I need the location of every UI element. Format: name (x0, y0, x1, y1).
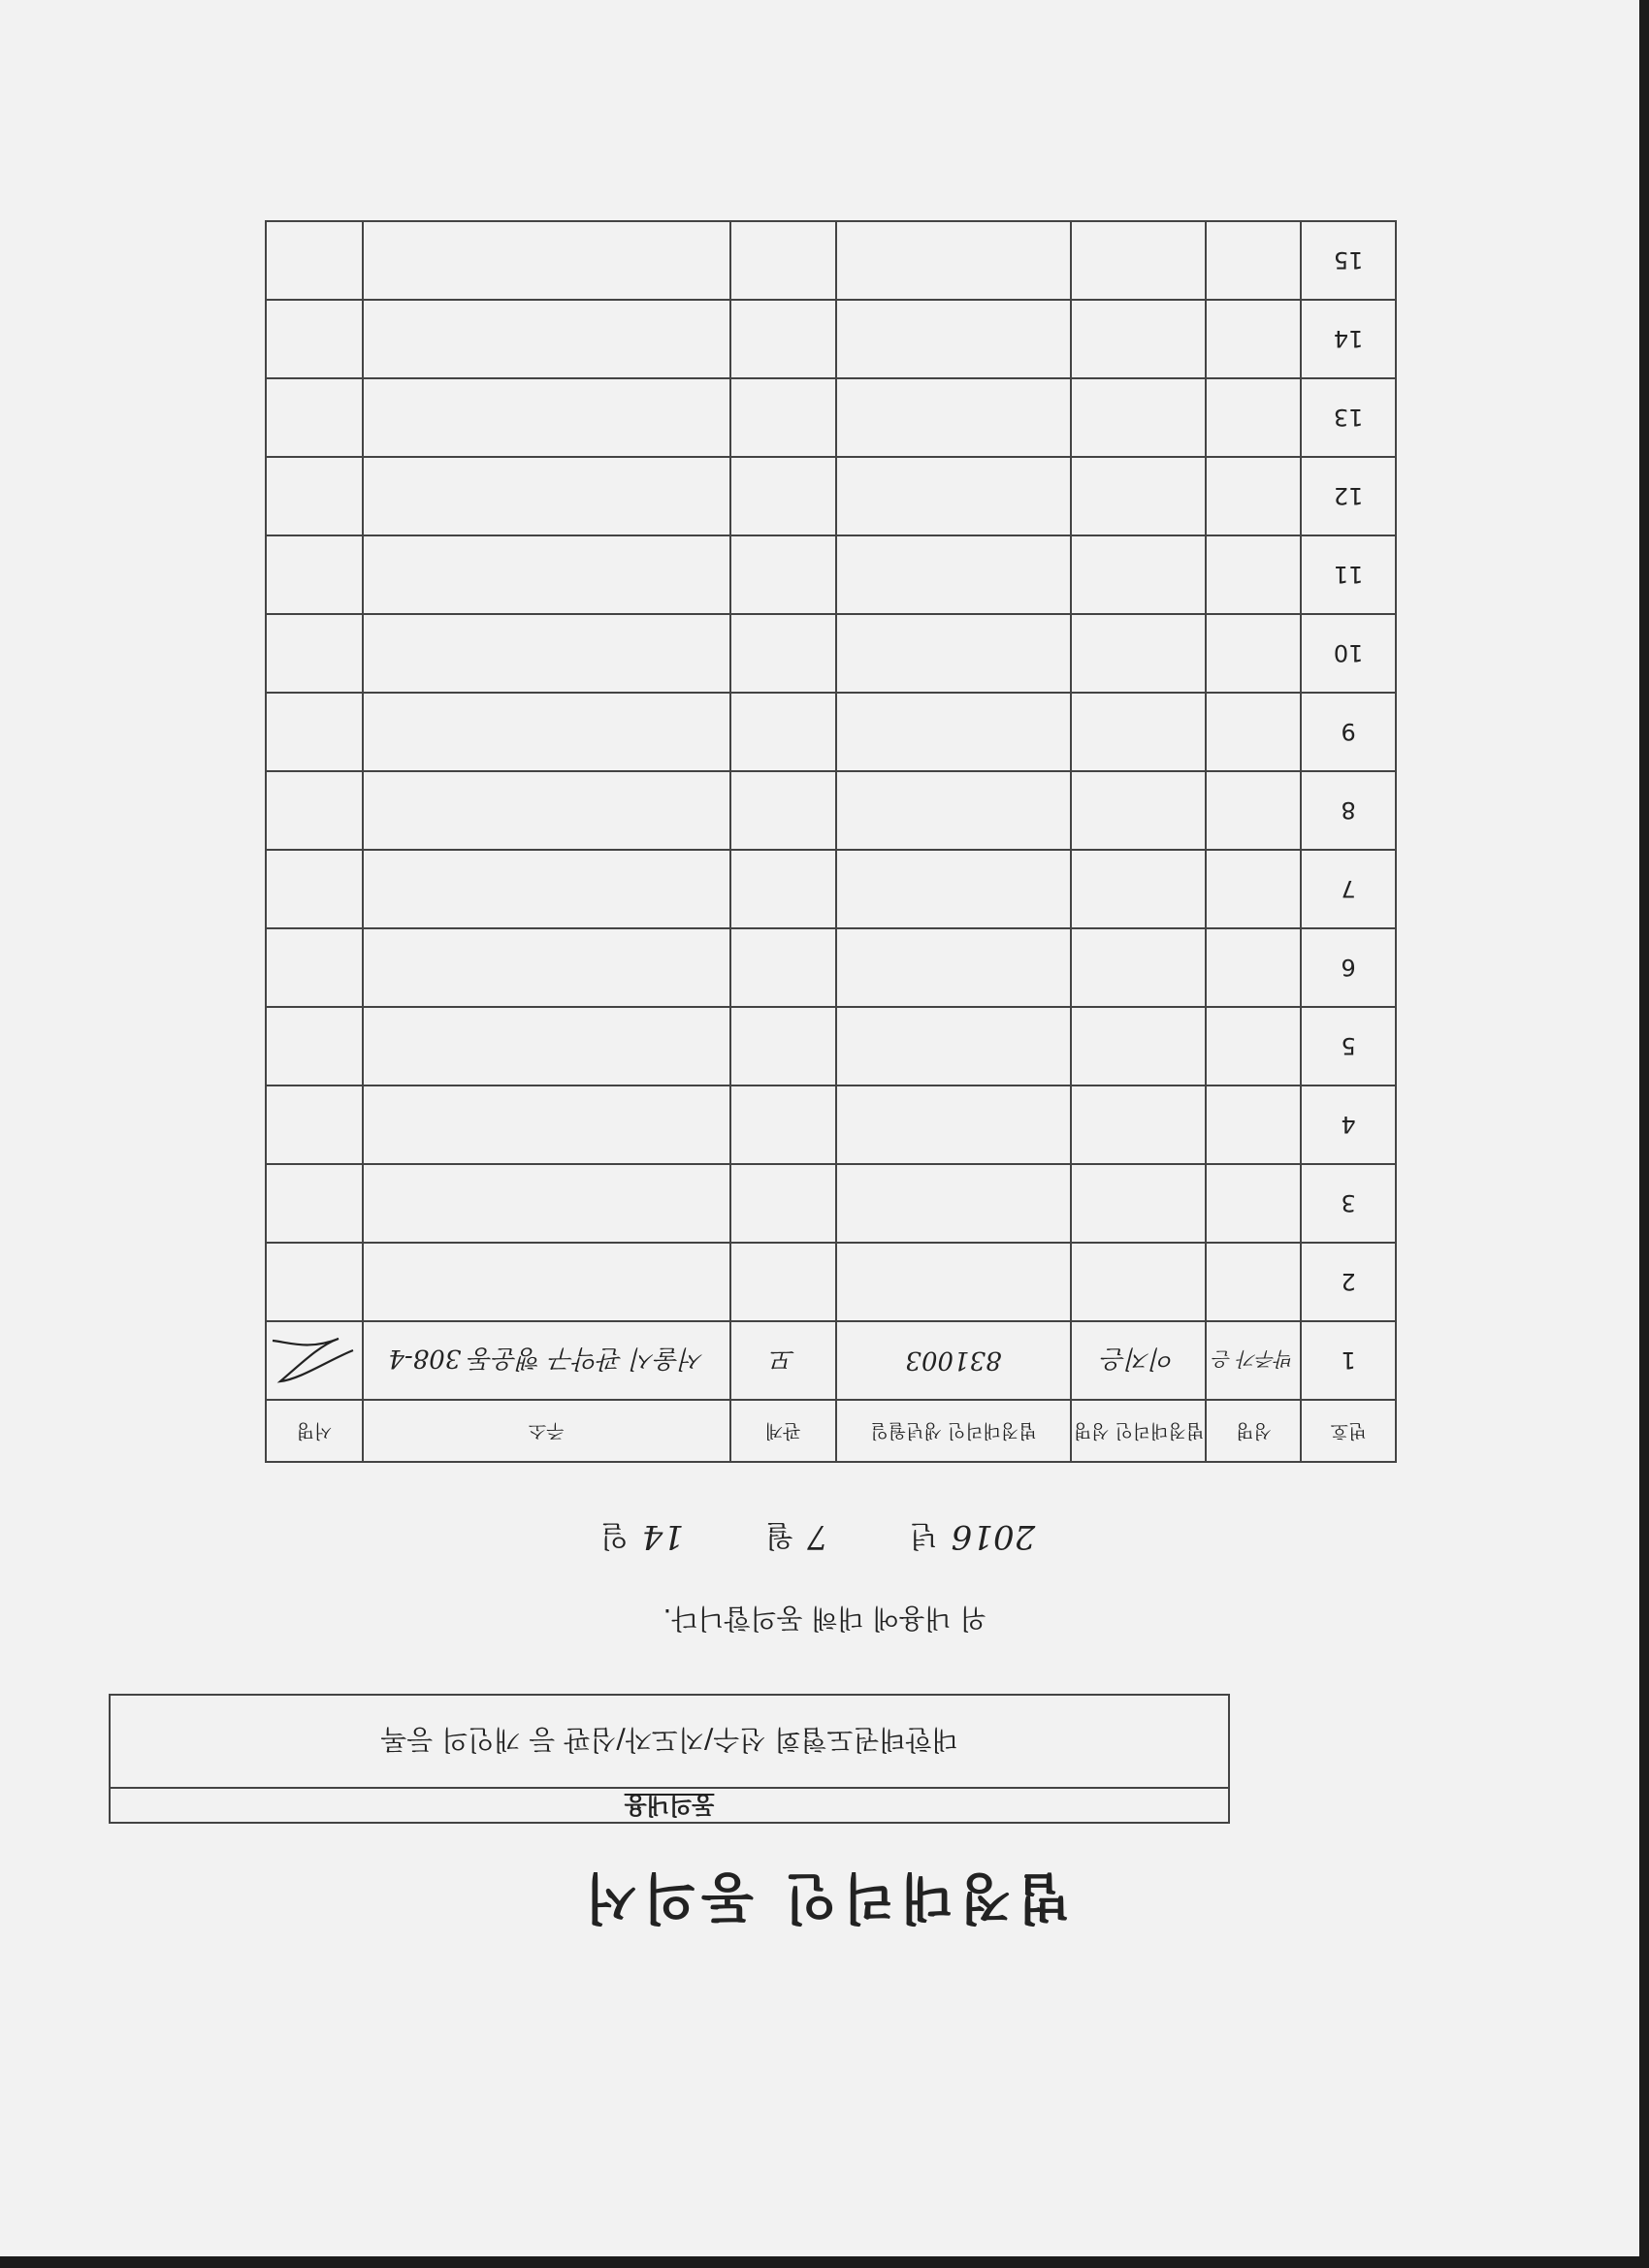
header-guardian-birth: 법정대리인 생년월일 (836, 1400, 1072, 1462)
cell-signature (266, 693, 363, 771)
cell-text: 14 (1333, 325, 1364, 353)
cell-text: 15 (1333, 246, 1364, 275)
header-name: 성명 (1207, 1400, 1302, 1462)
cell-signature (266, 300, 363, 378)
cell-guardian-birth (836, 1007, 1072, 1085)
cell-signature (266, 1085, 363, 1164)
cell-name (1207, 1007, 1302, 1085)
cell-number (1301, 771, 1396, 850)
cell-address (363, 928, 730, 1007)
cell-text: 10 (1333, 639, 1364, 667)
cell-address (363, 771, 730, 850)
cell-number (1301, 850, 1396, 928)
cell-guardian-birth (836, 221, 1072, 300)
cell-relation (730, 535, 836, 614)
cell-guardian-name (1071, 535, 1206, 614)
cell-guardian-birth (836, 1164, 1072, 1243)
cell-number (1301, 535, 1396, 614)
table-row (266, 771, 1396, 850)
cell-address (363, 300, 730, 378)
cell-number (1301, 614, 1396, 693)
cell-number (1301, 1007, 1396, 1085)
document-title: 법정대리인 동의서 (578, 1865, 1071, 1928)
cell-signature (266, 457, 363, 535)
table-row (266, 221, 1396, 300)
cell-text: 9 (1341, 718, 1356, 746)
cell-signature (266, 614, 363, 693)
table-row (266, 300, 1396, 378)
cell-signature (266, 928, 363, 1007)
cell-signature (266, 221, 363, 300)
cell-text: 13 (1333, 404, 1364, 432)
cell-number (1301, 1085, 1396, 1164)
cell-relation (730, 1164, 836, 1243)
cell-guardian-name (1071, 300, 1206, 378)
cell-relation (730, 850, 836, 928)
cell-guardian-name (1071, 928, 1206, 1007)
header-guardian-name: 법정대리인 성명 (1071, 1400, 1206, 1462)
cell-text: 모 (770, 1344, 795, 1373)
consent-box (109, 1694, 1230, 1824)
cell-signature (266, 1164, 363, 1243)
cell-signature (266, 1007, 363, 1085)
cell-relation (730, 1007, 836, 1085)
cell-signature (266, 535, 363, 614)
cell-text: 이지은 (1102, 1344, 1176, 1373)
cell-address (363, 1007, 730, 1085)
cell-guardian-birth (836, 614, 1072, 693)
table-row (266, 378, 1396, 457)
guardian-table (265, 220, 1397, 1463)
table-row (266, 850, 1396, 928)
cell-address (363, 457, 730, 535)
cell-guardian-birth (836, 771, 1072, 850)
date-day-unit: 일 (599, 1518, 629, 1552)
cell-signature (266, 1321, 363, 1400)
cell-guardian-birth (836, 1243, 1072, 1321)
header-relation: 관계 (730, 1400, 836, 1462)
cell-name (1207, 300, 1302, 378)
date-day: 14 (641, 1517, 685, 1556)
cell-signature (266, 850, 363, 928)
cell-address (363, 378, 730, 457)
cell-address (363, 1243, 730, 1321)
cell-number (1301, 457, 1396, 535)
cell-address (363, 1085, 730, 1164)
table-row (266, 535, 1396, 614)
cell-text: 11 (1333, 561, 1364, 589)
cell-relation (730, 1243, 836, 1321)
cell-relation (730, 221, 836, 300)
cell-address (363, 221, 730, 300)
cell-guardian-name (1071, 771, 1206, 850)
cell-text: 1 (1341, 1346, 1356, 1375)
cell-guardian-name (1071, 614, 1206, 693)
cell-name (1207, 378, 1302, 457)
cell-guardian-birth (836, 1321, 1072, 1400)
cell-text: 서울시 관악구 행운동 308-4 (388, 1344, 705, 1373)
cell-address (363, 850, 730, 928)
cell-guardian-name (1071, 1164, 1206, 1243)
handwritten-signature-icon (271, 1332, 358, 1390)
cell-guardian-name (1071, 378, 1206, 457)
table-row (266, 1321, 1396, 1400)
cell-text: 7 (1341, 875, 1356, 903)
cell-guardian-name (1071, 693, 1206, 771)
cell-text: 3 (1341, 1189, 1356, 1217)
cell-number (1301, 300, 1396, 378)
cell-guardian-name (1071, 1243, 1206, 1321)
header-number: 번호 (1301, 1400, 1396, 1462)
header-address: 주소 (363, 1400, 730, 1462)
cell-guardian-birth (836, 378, 1072, 457)
cell-address (363, 535, 730, 614)
cell-guardian-name (1071, 850, 1206, 928)
table-row (266, 1164, 1396, 1243)
date-year: 2016 (951, 1517, 1036, 1556)
table-row (266, 1007, 1396, 1085)
cell-guardian-birth (836, 535, 1072, 614)
cell-number (1301, 693, 1396, 771)
date-year-unit: 년 (909, 1518, 938, 1552)
table-row (266, 693, 1396, 771)
cell-guardian-birth (836, 300, 1072, 378)
cell-text: 5 (1341, 1032, 1356, 1060)
cell-guardian-birth (836, 928, 1072, 1007)
table-row (266, 1243, 1396, 1321)
cell-text: 12 (1333, 482, 1364, 510)
consent-heading: 동의내용 (111, 1787, 1228, 1822)
table-header-row (266, 1400, 1396, 1462)
cell-relation (730, 457, 836, 535)
cell-name (1207, 1164, 1302, 1243)
cell-guardian-birth (836, 1085, 1072, 1164)
cell-number (1301, 928, 1396, 1007)
cell-text: 831003 (905, 1345, 1002, 1376)
cell-number (1301, 378, 1396, 457)
agreement-statement: 위 내용에 대해 동의합니다. (663, 1603, 986, 1635)
cell-address (363, 614, 730, 693)
table-row (266, 928, 1396, 1007)
cell-name (1207, 221, 1302, 300)
cell-guardian-name (1071, 1085, 1206, 1164)
cell-name (1207, 614, 1302, 693)
date-line (0, 1517, 1649, 1560)
cell-guardian-birth (836, 850, 1072, 928)
cell-number (1301, 1243, 1396, 1321)
cell-name (1207, 1085, 1302, 1164)
cell-name (1207, 850, 1302, 928)
cell-name (1207, 1243, 1302, 1321)
cell-text: 2 (1341, 1268, 1356, 1296)
cell-text: 6 (1341, 954, 1356, 982)
cell-name (1207, 1321, 1302, 1400)
cell-number (1301, 1164, 1396, 1243)
cell-address (363, 1321, 730, 1400)
cell-relation (730, 928, 836, 1007)
cell-name (1207, 693, 1302, 771)
cell-guardian-name (1071, 457, 1206, 535)
cell-guardian-name (1071, 221, 1206, 300)
cell-relation (730, 1321, 836, 1400)
cell-address (363, 693, 730, 771)
cell-name (1207, 535, 1302, 614)
cell-name (1207, 771, 1302, 850)
cell-signature (266, 1243, 363, 1321)
cell-guardian-name (1071, 1321, 1206, 1400)
table-row (266, 457, 1396, 535)
cell-number (1301, 221, 1396, 300)
cell-name (1207, 457, 1302, 535)
cell-name (1207, 928, 1302, 1007)
table-row (266, 1085, 1396, 1164)
cell-text: 박주가 은 (1212, 1347, 1295, 1372)
cell-guardian-birth (836, 693, 1072, 771)
cell-relation (730, 771, 836, 850)
cell-text: 8 (1341, 796, 1356, 825)
cell-number (1301, 1321, 1396, 1400)
header-signature: 서명 (266, 1400, 363, 1462)
cell-guardian-name (1071, 1007, 1206, 1085)
cell-guardian-birth (836, 457, 1072, 535)
date-month-unit: 월 (765, 1518, 794, 1552)
cell-address (363, 1164, 730, 1243)
cell-relation (730, 614, 836, 693)
cell-signature (266, 378, 363, 457)
cell-signature (266, 771, 363, 850)
cell-relation (730, 693, 836, 771)
cell-relation (730, 378, 836, 457)
date-month: 7 (807, 1517, 828, 1556)
table-row (266, 614, 1396, 693)
cell-relation (730, 300, 836, 378)
cell-text: 4 (1341, 1111, 1356, 1139)
cell-relation (730, 1085, 836, 1164)
consent-body: 대한태권도협회 선수/지도자/심판 등 개인의 등록 (380, 1724, 958, 1756)
